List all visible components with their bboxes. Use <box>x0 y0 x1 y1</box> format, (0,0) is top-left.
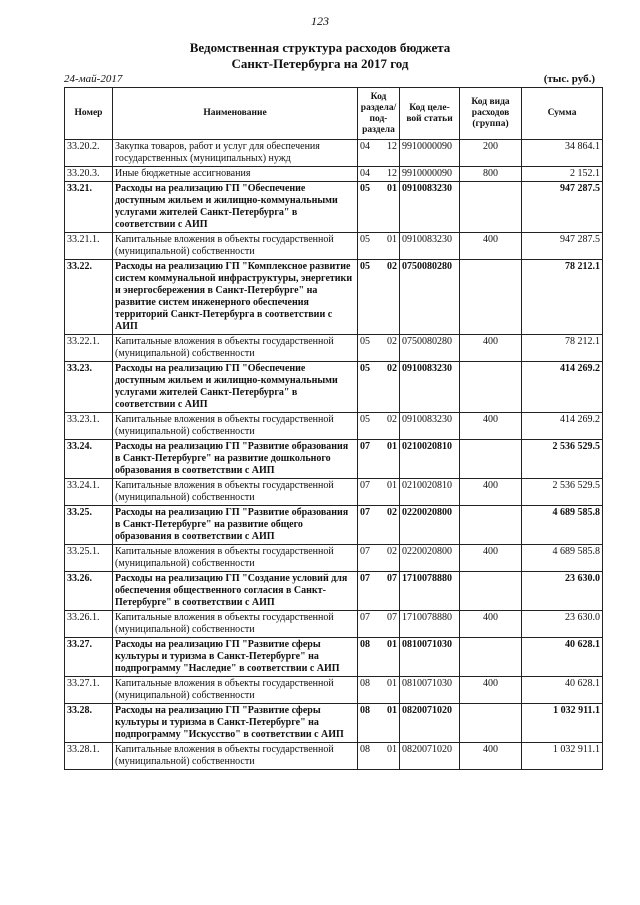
cell-target: 1710078880 <box>400 572 460 611</box>
cell-subsection: 01 <box>380 479 400 506</box>
cell-subsection: 02 <box>380 545 400 572</box>
cell-sum: 1 032 911.1 <box>522 743 603 770</box>
cell-target: 0210020810 <box>400 479 460 506</box>
cell-subsection: 01 <box>380 743 400 770</box>
cell-subsection: 01 <box>380 704 400 743</box>
cell-name: Расходы на реализацию ГП "Комплексное развитие систем коммунальной инфраструктуры, энергетики и энергосбережения в Санкт-Петербурге" на развитие систем инженерного обеспечения территорий Санкт-Петербурга в соответствии с АИП <box>113 260 358 335</box>
page-title <box>0 40 640 72</box>
cell-target: 0910083230 <box>400 233 460 260</box>
cell-subsection: 01 <box>380 440 400 479</box>
cell-name: Капитальные вложения в объекты государственной (муниципальной) собственности <box>113 413 358 440</box>
cell-group: 400 <box>460 611 522 638</box>
cell-sum: 34 864.1 <box>522 140 603 167</box>
cell-number: 33.22. <box>65 260 113 335</box>
cell-group: 400 <box>460 677 522 704</box>
cell-sum: 2 152.1 <box>522 167 603 182</box>
header-sum: Сумма <box>522 88 603 140</box>
title-line-1: Ведомственная структура расходов бюджета <box>189 40 451 55</box>
cell-number: 33.20.3. <box>65 167 113 182</box>
title-line-2: Санкт-Петербурга на 2017 год <box>231 56 409 71</box>
cell-section: 05 <box>358 362 380 413</box>
cell-section: 05 <box>358 233 380 260</box>
table-header-row <box>65 88 603 140</box>
cell-number: 33.27.1. <box>65 677 113 704</box>
table-row <box>65 260 603 335</box>
cell-number: 33.26. <box>65 572 113 611</box>
cell-group <box>460 182 522 233</box>
table-row <box>65 506 603 545</box>
cell-subsection: 01 <box>380 182 400 233</box>
table-row <box>65 704 603 743</box>
cell-group: 400 <box>460 545 522 572</box>
table-row <box>65 677 603 704</box>
cell-subsection: 01 <box>380 233 400 260</box>
cell-sum: 23 630.0 <box>522 611 603 638</box>
cell-sum: 40 628.1 <box>522 638 603 677</box>
cell-sum: 78 212.1 <box>522 260 603 335</box>
cell-number: 33.21.1. <box>65 233 113 260</box>
cell-subsection: 07 <box>380 572 400 611</box>
cell-section: 05 <box>358 182 380 233</box>
cell-subsection: 02 <box>380 335 400 362</box>
cell-sum: 414 269.2 <box>522 413 603 440</box>
cell-group: 400 <box>460 479 522 506</box>
cell-section: 05 <box>358 335 380 362</box>
cell-section: 07 <box>358 611 380 638</box>
cell-group: 400 <box>460 413 522 440</box>
cell-sum: 4 689 585.8 <box>522 506 603 545</box>
cell-number: 33.25.1. <box>65 545 113 572</box>
cell-number: 33.23.1. <box>65 413 113 440</box>
cell-sum: 947 287.5 <box>522 182 603 233</box>
cell-group <box>460 638 522 677</box>
cell-number: 33.25. <box>65 506 113 545</box>
cell-section: 05 <box>358 260 380 335</box>
cell-name: Расходы на реализацию ГП "Развитие образования в Санкт-Петербурге" на развитие дошкольного образования в соответствии с АИП <box>113 440 358 479</box>
cell-section: 05 <box>358 413 380 440</box>
cell-target: 0910083230 <box>400 362 460 413</box>
budget-table <box>64 87 603 770</box>
cell-target: 0810071030 <box>400 677 460 704</box>
cell-target: 1710078880 <box>400 611 460 638</box>
cell-sum: 414 269.2 <box>522 362 603 413</box>
cell-number: 33.26.1. <box>65 611 113 638</box>
cell-number: 33.24. <box>65 440 113 479</box>
table-row <box>65 233 603 260</box>
cell-group: 400 <box>460 233 522 260</box>
cell-name: Расходы на реализацию ГП "Развитие сферы культуры и туризма в Санкт-Петербурге" на подпрограмму "Наследие" в соответствии с АИП <box>113 638 358 677</box>
table-row <box>65 362 603 413</box>
cell-sum: 4 689 585.8 <box>522 545 603 572</box>
cell-group <box>460 506 522 545</box>
cell-sum: 1 032 911.1 <box>522 704 603 743</box>
header-group: Код вида расходов (группа) <box>460 88 522 140</box>
cell-name: Закупка товаров, работ и услуг для обеспечения государственных (муниципальных) нужд <box>113 140 358 167</box>
cell-subsection: 12 <box>380 167 400 182</box>
cell-target: 0750080280 <box>400 260 460 335</box>
cell-group: 800 <box>460 167 522 182</box>
cell-number: 33.28.1. <box>65 743 113 770</box>
cell-target: 9910000090 <box>400 167 460 182</box>
cell-sum: 78 212.1 <box>522 335 603 362</box>
cell-target: 0820071020 <box>400 704 460 743</box>
cell-target: 9910000090 <box>400 140 460 167</box>
table-row <box>65 743 603 770</box>
cell-group: 200 <box>460 140 522 167</box>
cell-section: 04 <box>358 140 380 167</box>
cell-subsection: 02 <box>380 413 400 440</box>
cell-name: Расходы на реализацию ГП "Развитие образования в Санкт-Петербурге" на развитие общего образования в соответствии с АИП <box>113 506 358 545</box>
table-row <box>65 140 603 167</box>
cell-target: 0910083230 <box>400 413 460 440</box>
table-row <box>65 413 603 440</box>
cell-number: 33.24.1. <box>65 479 113 506</box>
cell-sum: 2 536 529.5 <box>522 479 603 506</box>
cell-section: 08 <box>358 677 380 704</box>
cell-number: 33.21. <box>65 182 113 233</box>
cell-section: 08 <box>358 743 380 770</box>
header-target: Код целе-вой статьи <box>400 88 460 140</box>
cell-sum: 947 287.5 <box>522 233 603 260</box>
cell-name: Капитальные вложения в объекты государственной (муниципальной) собственности <box>113 743 358 770</box>
cell-group <box>460 572 522 611</box>
header-number: Номер <box>65 88 113 140</box>
cell-target: 0810071030 <box>400 638 460 677</box>
table-row <box>65 611 603 638</box>
cell-subsection: 02 <box>380 362 400 413</box>
cell-group: 400 <box>460 335 522 362</box>
cell-subsection: 02 <box>380 506 400 545</box>
cell-section: 07 <box>358 545 380 572</box>
cell-name: Расходы на реализацию ГП "Создание условий для обеспечения общественного согласия в Санкт-Петербурге" в соответствии с АИП <box>113 572 358 611</box>
cell-group: 400 <box>460 743 522 770</box>
cell-section: 08 <box>358 704 380 743</box>
cell-name: Расходы на реализацию ГП "Обеспечение доступным жильем и жилищно-коммунальными услугами жителей Санкт-Петербурга" в соответствии с АИП <box>113 182 358 233</box>
cell-target: 0220020800 <box>400 545 460 572</box>
cell-sum: 40 628.1 <box>522 677 603 704</box>
header-name: Наименование <box>113 88 358 140</box>
cell-group <box>460 704 522 743</box>
cell-number: 33.27. <box>65 638 113 677</box>
cell-group <box>460 440 522 479</box>
cell-name: Капитальные вложения в объекты государственной (муниципальной) собственности <box>113 611 358 638</box>
table-row <box>65 638 603 677</box>
header-section: Код раздела/ под-раздела <box>358 88 400 140</box>
page-number: 123 <box>311 14 329 28</box>
cell-number: 33.20.2. <box>65 140 113 167</box>
table-row <box>65 479 603 506</box>
units-label: (тыс. руб.) <box>543 73 595 85</box>
cell-name: Капитальные вложения в объекты государственной (муниципальной) собственности <box>113 677 358 704</box>
cell-subsection: 12 <box>380 140 400 167</box>
document-date: 24-май-2017 <box>64 73 123 85</box>
cell-name: Капитальные вложения в объекты государственной (муниципальной) собственности <box>113 479 358 506</box>
cell-target: 0210020810 <box>400 440 460 479</box>
cell-section: 08 <box>358 638 380 677</box>
cell-name: Капитальные вложения в объекты государственной (муниципальной) собственности <box>113 335 358 362</box>
cell-number: 33.23. <box>65 362 113 413</box>
cell-name: Капитальные вложения в объекты государственной (муниципальной) собственности <box>113 545 358 572</box>
cell-section: 07 <box>358 479 380 506</box>
cell-name: Расходы на реализацию ГП "Развитие сферы культуры и туризма в Санкт-Петербурге" на подпрограмму "Искусство" в соответствии с АИП <box>113 704 358 743</box>
cell-sum: 2 536 529.5 <box>522 440 603 479</box>
cell-name: Иные бюджетные ассигнования <box>113 167 358 182</box>
cell-target: 0820071020 <box>400 743 460 770</box>
cell-name: Капитальные вложения в объекты государственной (муниципальной) собственности <box>113 233 358 260</box>
cell-section: 04 <box>358 167 380 182</box>
cell-subsection: 01 <box>380 677 400 704</box>
cell-target: 0220020800 <box>400 506 460 545</box>
cell-section: 07 <box>358 506 380 545</box>
cell-target: 0750080280 <box>400 335 460 362</box>
cell-target: 0910083230 <box>400 182 460 233</box>
cell-subsection: 01 <box>380 638 400 677</box>
cell-subsection: 02 <box>380 260 400 335</box>
cell-number: 33.28. <box>65 704 113 743</box>
cell-group <box>460 260 522 335</box>
cell-group <box>460 362 522 413</box>
table-row <box>65 167 603 182</box>
table-row <box>65 182 603 233</box>
table-row <box>65 440 603 479</box>
cell-name: Расходы на реализацию ГП "Обеспечение доступным жильем и жилищно-коммунальными услугами жителей Санкт-Петербурга" в соответствии с АИП <box>113 362 358 413</box>
table-row <box>65 335 603 362</box>
table-row <box>65 545 603 572</box>
cell-section: 07 <box>358 440 380 479</box>
cell-section: 07 <box>358 572 380 611</box>
cell-sum: 23 630.0 <box>522 572 603 611</box>
cell-subsection: 07 <box>380 611 400 638</box>
table-body <box>65 140 603 770</box>
cell-number: 33.22.1. <box>65 335 113 362</box>
table-row <box>65 572 603 611</box>
